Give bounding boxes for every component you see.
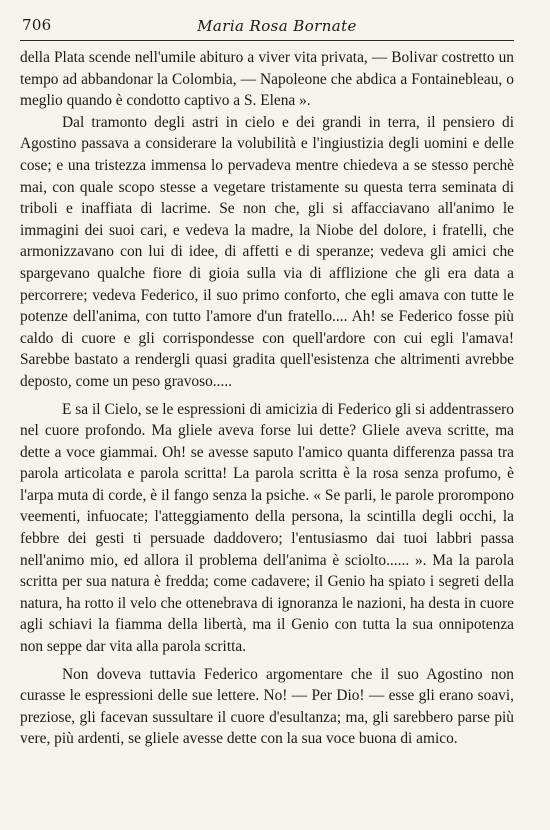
paragraph-continuation: della Plata scende nell'umile abituro a viver vita privata, — Bolivar costretto un tempo ad abbandonar la Colombia, — Napoleone che abdica a Fontainebleau, o meglio quando è condotto captivo a S. Elena ». xyxy=(20,49,514,110)
paragraph: Dal tramonto degli astri in cielo e dei grandi in terra, il pensiero di Agostino passava a considerare la volubilità e l'ingiustizia degli uomini e delle cose; e una tristezza immensa lo pervadeva mentre chiedeva a se stesso perchè mai, con quale scopo stesse a vegetare tristamente su questa terra seminata di triboli e inaffiata di lacrime. Se non che, gli si affacciavano all'animo le immagini dei suoi cari, e vedeva la madre, la Niobe del dolore, i fratelli, che armonizzavano con lui di idee, di affetti e di speranze; vedeva gli amici che spargevano qualche fiore di gioia sulla via di afflizione che gli era data a percorrere; vedeva Federico, il suo primo conforto, che egli amava con tutte le potenze dell'anima, con tutto l'amore d'un fratello.... Ah! se Federico fosse più caldo di cuore e gli corrispondesse con quell'ardore con cui egli l'amava! Sarebbe bastato a rendergli quasi gradita quell'esistenza che altrimenti avrebbe deposto, come un peso gravoso..... xyxy=(20,113,514,390)
paragraph: E sa il Cielo, se le espressioni di amicizia di Federico gli si addentrassero nel cuore profondo. Ma gliele aveva forse lui dette? Gliele aveva scritte, ma dette a voce giammai. Oh! se avesse saputo l'amico quanta differenza passa tra parola articolata e parola scritta! La parola scritta è la rosa senza profumo, è l'arpa muta di corde, è il fango senza la psiche. « Se parli, le parole prorompono veementi, infuocate; l'atteggiamento della persona, la scintilla degli occhi, la febbre dei gesti ti persuade daddovero; l'entusiasmo dai tuoi labbri passa nell'animo mio, ed allora il problema dell'anima è sciolto...... ». Ma la parola scritta per sua natura è fredda; come cadavere; il Genio ha spiato i segreti della natura, ha rotto il velo che ottenebrava di ignoranza le nazioni, ha desta in cuore agli schiavi la fiamma della libertà, ma il Genio con tutta la sua onnipotenza non seppe dar vita alla parola scritta. xyxy=(20,400,514,656)
page-header xyxy=(20,14,514,40)
page-number: 706 xyxy=(22,16,52,34)
header-rule xyxy=(20,40,514,41)
body-text xyxy=(20,47,514,750)
paragraph: Non doveva tuttavia Federico argomentare che il suo Agostino non curasse le espressioni delle sue lettere. No! — Per Dio! — esse gli erano soavi, preziose, gli facevan sussultare il cuore d'esultanza; ma, gli sarebbero parse più vere, più ardenti, se gliele avesse dette con la sua voce buona di amico. xyxy=(20,665,514,748)
running-title: Maria Rosa Bornate xyxy=(197,17,357,35)
